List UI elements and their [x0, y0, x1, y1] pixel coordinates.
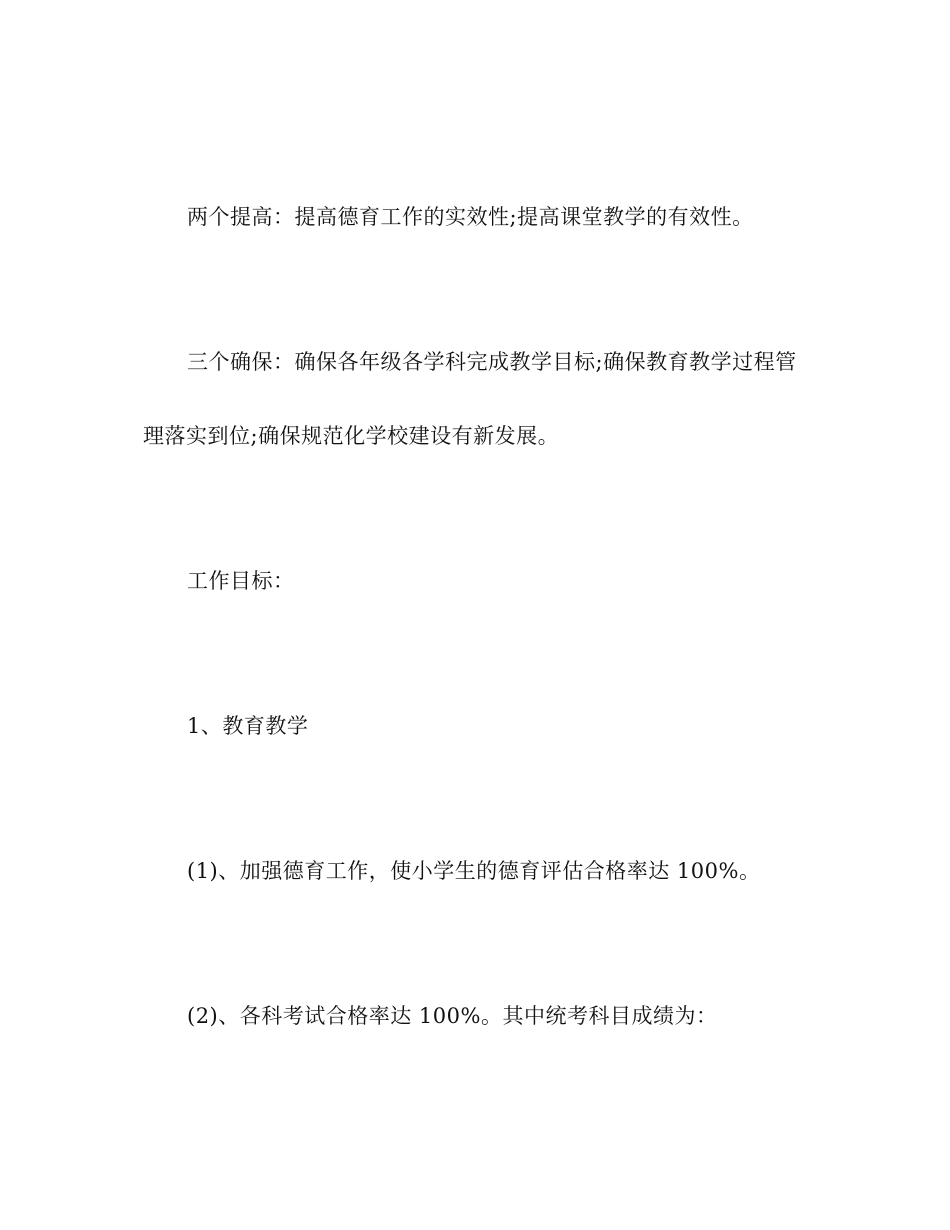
paragraph-three-ensures-line-2: 理落实到位;确保规范化学校建设有新发展。: [143, 424, 560, 448]
paragraph-three-ensures-line-1: 三个确保：确保各年级各学科完成教学目标;确保教育教学过程管: [187, 350, 797, 374]
item-2-exam-pass-rate: (2)、各科考试合格率达 100%。其中统考科目成绩为：: [187, 1004, 718, 1028]
item-1-moral-education: (1)、加强德育工作，使小学生的德育评估合格率达 100%。: [187, 859, 761, 883]
section-1-heading: 1、教育教学: [187, 714, 309, 738]
work-goals-heading: 工作目标：: [187, 569, 295, 593]
paragraph-two-improvements: 两个提高：提高德育工作的实效性;提高课堂教学的有效性。: [187, 205, 754, 229]
